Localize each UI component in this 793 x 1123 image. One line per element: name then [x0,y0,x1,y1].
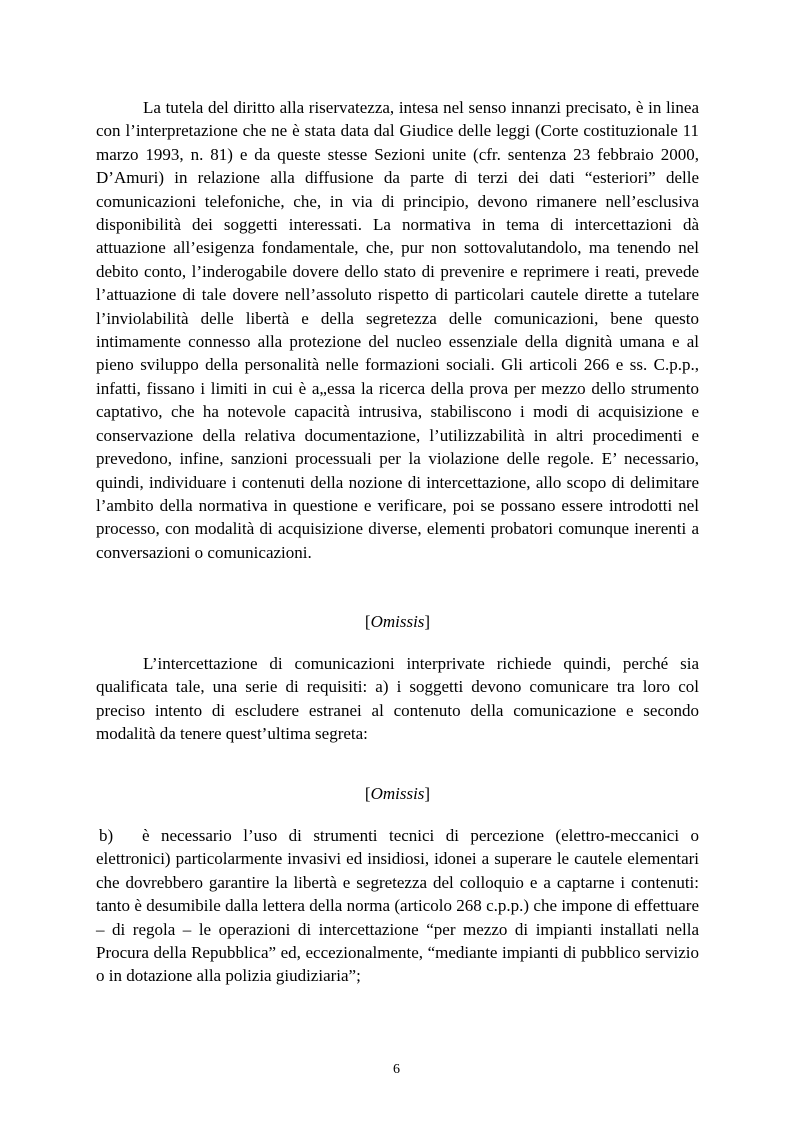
omissis-marker-2: [Omissis] [364,784,431,803]
list-item-b-label: b) [99,826,114,845]
paragraph-privacy-protection: La tutela del diritto alla riservatezza, intesa nel senso innanzi precisato, è in linea con l’interpretazione che ne è stata data dal Giudice delle leggi (Corte costituzionale 11 marzo 1993, n. 81) e da queste stesse Sezioni unite (cfr. sentenza 23 febbraio 2000, D’Amuri) in relazione alla diffusione da parte di terzi dei dati “esteriori” delle comunicazioni telefoniche, che, in via di principio, devono rimanere nell’esclusiva disponibilità dei soggetti interessati. La normativa in tema di intercettazioni dà attuazione all’esigenza fondamentale, che, pur non sottovalutandolo, ma tenendo nel debito conto, l’inderogabile dovere dello stato di prevenire e reprimere i reati, prevede l’attuazione di tale dovere nell’assoluto rispetto di particolari cautele dirette a tutelare l’inviolabilità delle libertà e della segretezza delle comunicazioni, bene questo intimamente connesso alla protezione del nucleo essenziale della dignità umana e al pieno sviluppo della personalità nelle formazioni sociali. Gli articoli 266 e ss. C.p.p., infatti, fissano i limiti in cui è a„essa la ricerca della prova per mezzo dello strumento captativo, che ha notevole capacità intrusiva, stabiliscono i modi di acquisizione e conservazione della relativa documentazione, l’utilizzabilità in altri procedimenti e prevedono, infine, sanzioni processuali per la violazione delle regole. E’ necessario, quindi, individuare i contenuti della nozione di intercettazione, allo scopo di delimitare l’ambito della normativa in questione e verificare, poi se possano essere introdotti nel processo, con modalità di acquisizione diverse, elementi probatori comunque inerenti a conversazioni o comunicazioni. [96,98,699,562]
omissis-text-1: Omissis [370,612,425,631]
page-number: 6 [393,1062,400,1077]
omissis-marker-1: [Omissis] [364,612,431,631]
paragraph-interception-requirements: L’intercettazione di comunicazioni interprivate richiede quindi, perché sia qualificata tale, una serie di requisiti: a) i soggetti devono comunicare tra loro col preciso intento di escludere estranei al contenuto della comunicazione e secondo modalità da tenere quest’ultima segreta: [96,654,699,744]
list-item-b-text: è necessario l’uso di strumenti tecnici di percezione (elettro-meccanici o elettronici) particolarmente invasivi ed insidiosi, idonei a superare le cautele elementari che dovrebbero garantire la libertà e segretezza del colloquio e a captarne i contenuti: tanto è desumibile dalla lettera della norma (articolo 268 c.p.p.) che impone di effettuare – di regola – le operazioni di intercettazione “per mezzo di impianti installati nella Procura della Repubblica” ed, eccezionalmente, “mediante impianti di pubblico servizio o in dotazione alla polizia giudiziaria”; [96,826,699,986]
list-item-b [96,824,699,988]
omissis-text-2: Omissis [370,784,425,803]
